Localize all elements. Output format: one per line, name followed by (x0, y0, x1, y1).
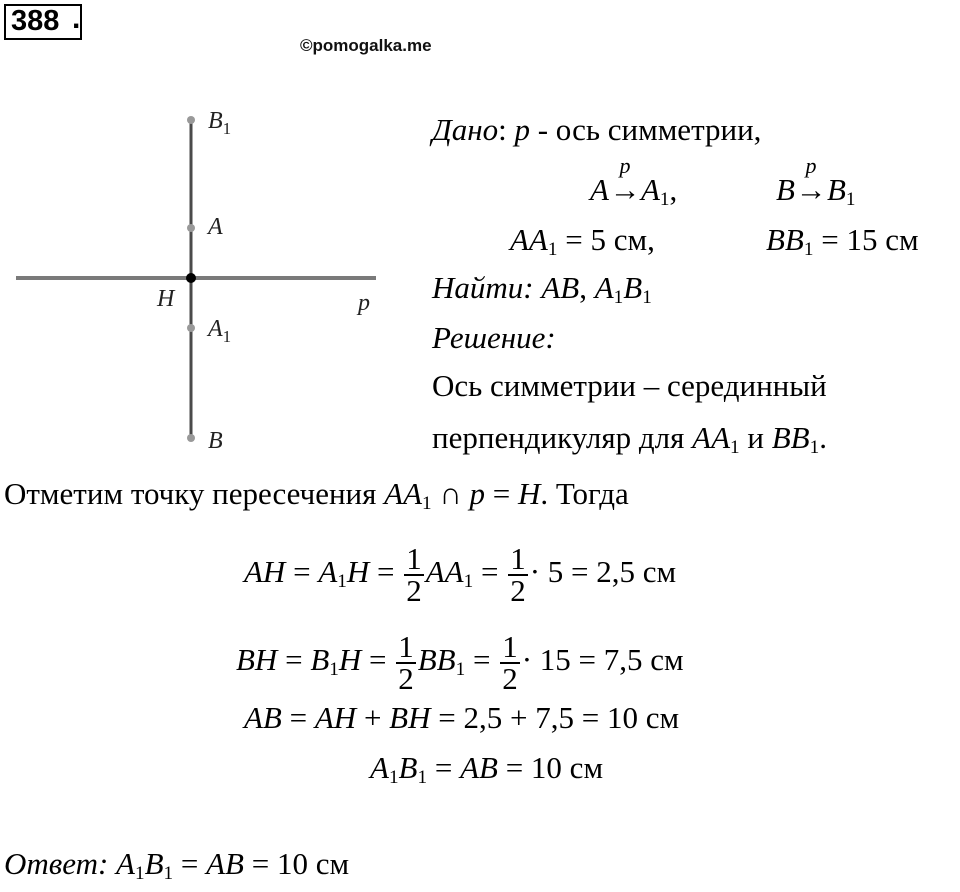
map-a: A→ p $A_1$, (590, 153, 678, 210)
equation-a1b1: $A_1B_1$ = AB = 10 см (370, 750, 604, 788)
solution-label: Решение: (432, 320, 556, 355)
label-b: B (208, 428, 223, 454)
answer-label: Ответ: (4, 846, 109, 881)
point-a1 (187, 324, 195, 332)
point-a (187, 224, 195, 232)
find-line: Найти: AB, $A_1B_1$ (432, 270, 652, 308)
equation-ab: AB = AH + BH = 2,5 + 7,5 = 10 см (244, 700, 680, 735)
find-label: Найти: (432, 270, 534, 305)
point-b1 (187, 116, 195, 124)
solution-line2: перпендикуляр для $AA_1$ и $BB_1$. (432, 420, 827, 458)
given-axis-desc: - ось симметрии, (537, 112, 762, 147)
given-line: Дано: p - ось симметрии, (432, 112, 762, 147)
solution-line1: Ось симметрии – серединный (432, 368, 827, 403)
equation-ah: AH = $A_1H$ = $\frac{1}{2}$ $AA_1$ = $\frac{1}{2}$ · 5 = 2,5 см (244, 541, 677, 608)
problem-number-dot: . (72, 2, 81, 35)
answer-line: Ответ: $A_1B_1$ = AB = 10 см (4, 846, 350, 884)
given-axis: p (514, 112, 530, 147)
solution-line3: Отметим точку пересечения $AA_1$ ∩ p = H. Тогда (4, 476, 629, 514)
label-h: H (157, 286, 175, 312)
point-h (186, 273, 196, 283)
given-aa1: $AA_1 = 5$ см, (510, 222, 655, 260)
label-a1: $A_1$ (208, 316, 232, 346)
problem-number: 388 (4, 4, 82, 40)
label-p: p (358, 290, 370, 316)
point-b (187, 434, 195, 442)
map-b: B→ p $B_1$ (776, 153, 856, 210)
given-bb1: $BB_1 = 15$ см (766, 222, 919, 260)
equation-bh: BH = $B_1H$ = $\frac{1}{2}$ $BB_1$ = $\frac{1}{2}$ · 15 = 7,5 см (236, 629, 684, 696)
given-label: Дано (432, 112, 499, 147)
symmetry-figure (10, 108, 390, 458)
watermark: ©pomogalka.me (300, 36, 432, 55)
label-a: A (208, 214, 223, 240)
label-b1: $B_1$ (208, 108, 232, 138)
